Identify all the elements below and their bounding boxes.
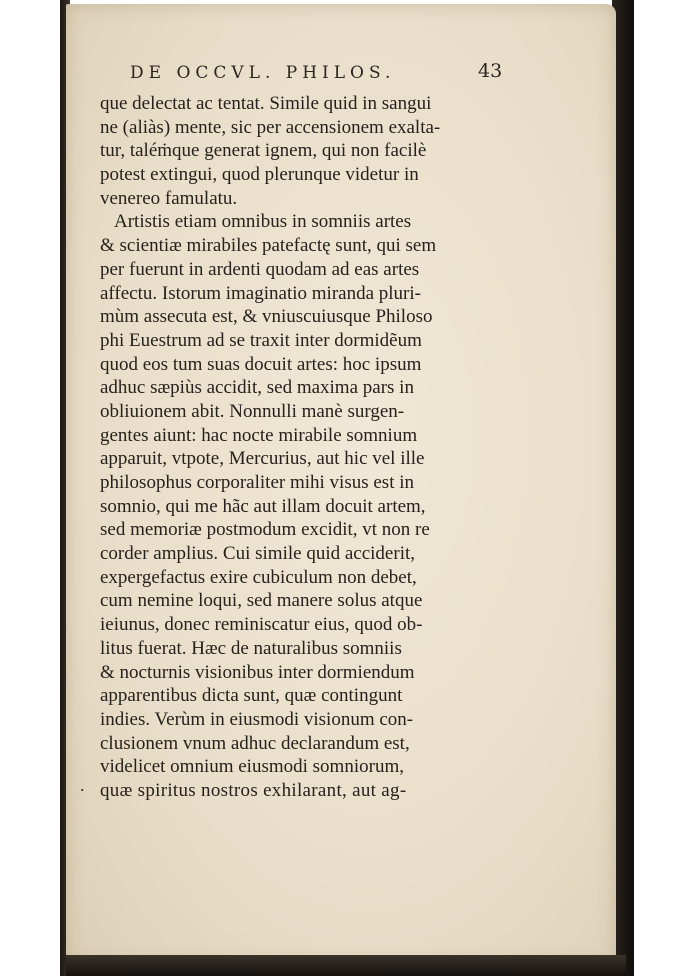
- text-line: que delectat ac tentat. Simile quid in sangui: [100, 93, 432, 114]
- body-text: [100, 92, 510, 803]
- margin-mark: .: [80, 775, 85, 795]
- text-line: philosophus corporaliter mihi visus est in: [100, 472, 415, 493]
- text-line: videlicet omnium eiusmodi somniorum,: [100, 756, 404, 778]
- text-line: obliuionem abit. Nonnulli manè surgen-: [100, 400, 405, 422]
- text-line: ne (aliàs) mente, sic per accensionem exalta-: [100, 116, 441, 138]
- text-line: venereo famulatu.: [100, 187, 238, 209]
- text-line: sed memoriæ postmodum excidit, vt non re: [100, 519, 430, 541]
- text-line: litus fuerat. Hæc de naturalibus somniis: [100, 637, 402, 659]
- text-line: mùm assecuta est, & vniuscuiusque Philoso: [100, 306, 433, 328]
- text-line: & scientiæ mirabiles patefactę sunt, qui sem: [100, 235, 437, 257]
- text-line: & nocturnis visionibus inter dormiendum: [100, 661, 415, 683]
- text-line: clusionem vnum adhuc declarandum est,: [100, 732, 410, 754]
- text-line: corder amplius. Cui simile quid acciderit,: [100, 543, 416, 565]
- text-line: affectu. Istorum imaginatio miranda pluri-: [100, 282, 421, 304]
- text-line: adhuc sæpiùs accidit, sed maxima pars in: [100, 377, 414, 399]
- text-line: ieiunus, donec reminiscatur eius, quod ob-: [100, 614, 423, 636]
- text-line: quod eos tum suas docuit artes: hoc ipsum: [100, 353, 422, 375]
- page-bottom-shadow: [66, 955, 626, 976]
- text-line: tur, taléṁque generat ignem, qui non facilè: [100, 140, 427, 162]
- text-line: indies. Verùm in eiusmodi visionum con-: [100, 708, 414, 730]
- text-line: apparentibus dicta sunt, quæ contingunt: [100, 685, 403, 707]
- paragraph-start-line: Artistis etiam omnibus in somniis artes: [114, 211, 412, 233]
- running-head: DE OCCVL. PHILOS.: [130, 63, 396, 83]
- text-line: quæ spiritus nostros exhilarant, aut ag-: [100, 779, 407, 801]
- text-line: cum nemine loqui, sed manere solus atque: [100, 590, 423, 612]
- text-line: phi Euestrum ad se traxit inter dormidẽum: [100, 329, 422, 351]
- text-line: expergefactus exire cubiculum non debet,: [100, 566, 417, 588]
- text-line: per fuerunt in ardenti quodam ad eas artes: [100, 258, 420, 280]
- page-number: 43: [478, 60, 503, 82]
- text-line: gentes aiunt: hac nocte mirabile somnium: [100, 424, 418, 446]
- text-line: somnio, qui me hãc aut illam docuit artem,: [100, 495, 426, 517]
- text-line: potest extingui, quod plerunque videtur in: [100, 164, 419, 186]
- text-line: apparuit, vtpote, Mercurius, aut hic vel ille: [100, 448, 425, 470]
